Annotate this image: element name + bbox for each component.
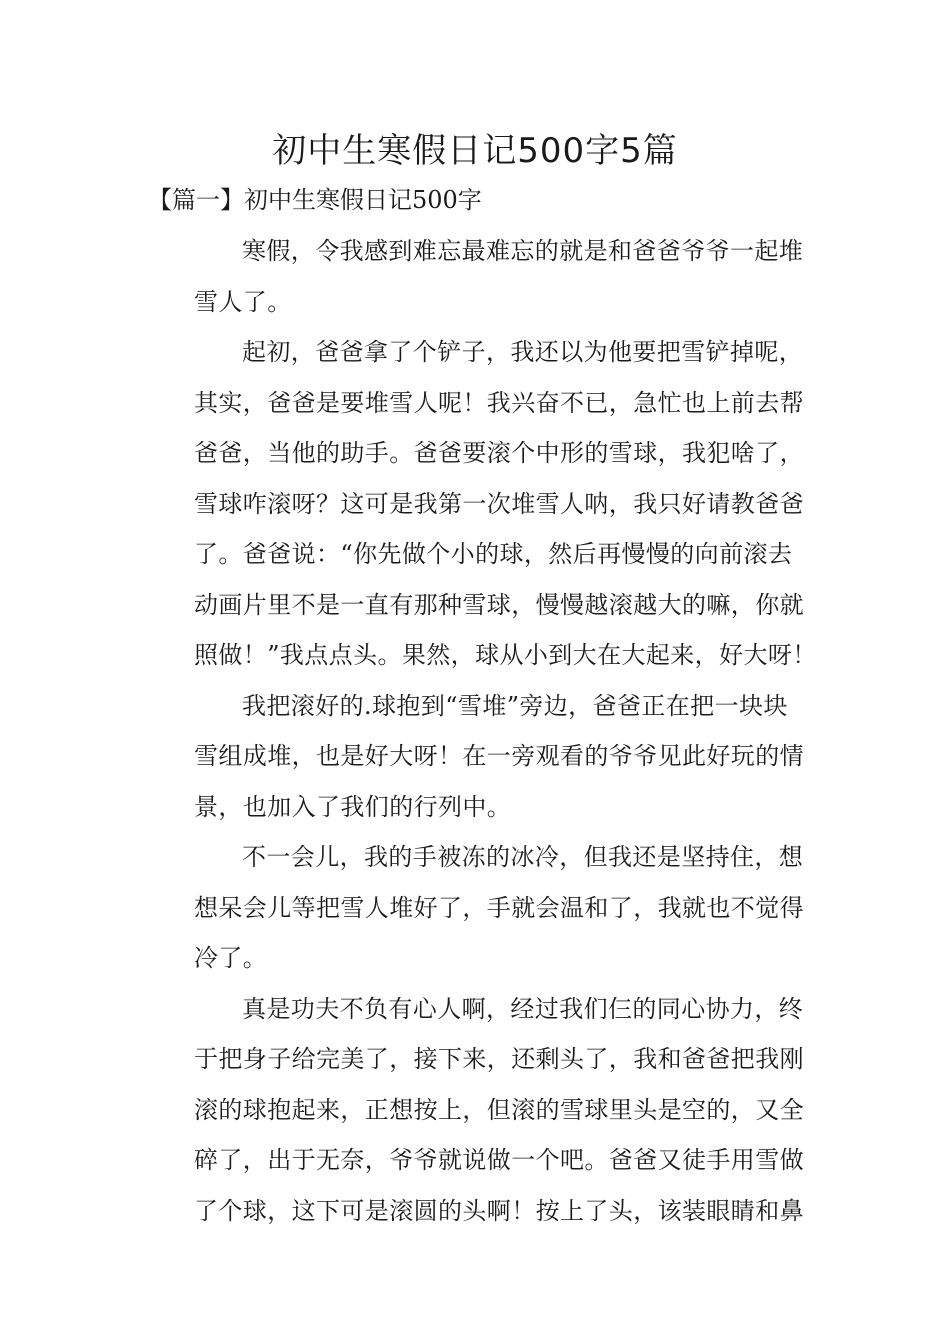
document-title: 初中生寒假日记500字5篇 [272,131,678,171]
text-line: 景，也加入了我们的行列中。 [194,792,512,821]
text-line: 照做！”我点点头。果然，球从小到大在大起来，好大呀！ [194,641,817,669]
text-line: 真是功夫不负有心人啊，经过我们仨的同心协力，终 [242,994,804,1023]
text-line: 雪球咋滚呀？这可是我第一次堆雪人呐，我只好请教爸爸 [194,489,804,518]
text-line: 想呆会儿等把雪人堆好了，手就会温和了，我就也不觉得 [194,893,804,922]
document-body [146,226,817,1236]
text-line: 我把滚好的.球抱到“雪堆”旁边，爸爸正在把一块块 [242,691,788,720]
paragraph [146,226,806,327]
text-line: 碎了，出于无奈，爷爷就说做一个吧。爸爸又徒手用雪做 [194,1146,804,1174]
paragraph [146,327,817,681]
text-line: 了个球，这下可是滚圆的头啊！按上了头，该装眼睛和鼻 [194,1196,804,1225]
paragraph [146,832,806,984]
paragraph [146,681,806,833]
text-line: 不一会儿，我的手被冻的冰冷，但我还是坚持住，想 [242,843,804,871]
text-line: 雪人了。 [194,287,292,316]
text-line: 其实，爸爸是要堆雪人呢！我兴奋不已，急忙也上前去帮 [194,388,804,417]
text-line: 起初，爸爸拿了个铲子，我还以为他要把雪铲掉呢， [242,338,804,366]
text-line: 雪组成堆，也是好大呀！在一旁观看的爷爷见此好玩的情 [194,742,804,770]
text-line: 爸爸，当他的助手。爸爸要滚个中形的雪球，我犯啥了， [194,439,804,467]
text-line: 动画片里不是一直有那种雪球，慢慢越滚越大的嘛，你就 [194,590,804,619]
text-line: 于把身子给完美了，接下来，还剩头了，我和爸爸把我刚 [194,1045,804,1073]
text-line: 滚的球抱起来，正想按上，但滚的雪球里头是空的，又全 [194,1095,804,1124]
text-line: 了。爸爸说：“你先做个小的球，然后再慢慢的向前滚去 [194,540,793,568]
paragraph [146,984,806,1237]
section-heading: 【篇一】初中生寒假日记500字 [148,186,482,214]
text-line: 冷了。 [194,944,268,972]
text-line: 寒假，令我感到难忘最难忘的就是和爸爸爷爷一起堆 [242,237,804,265]
